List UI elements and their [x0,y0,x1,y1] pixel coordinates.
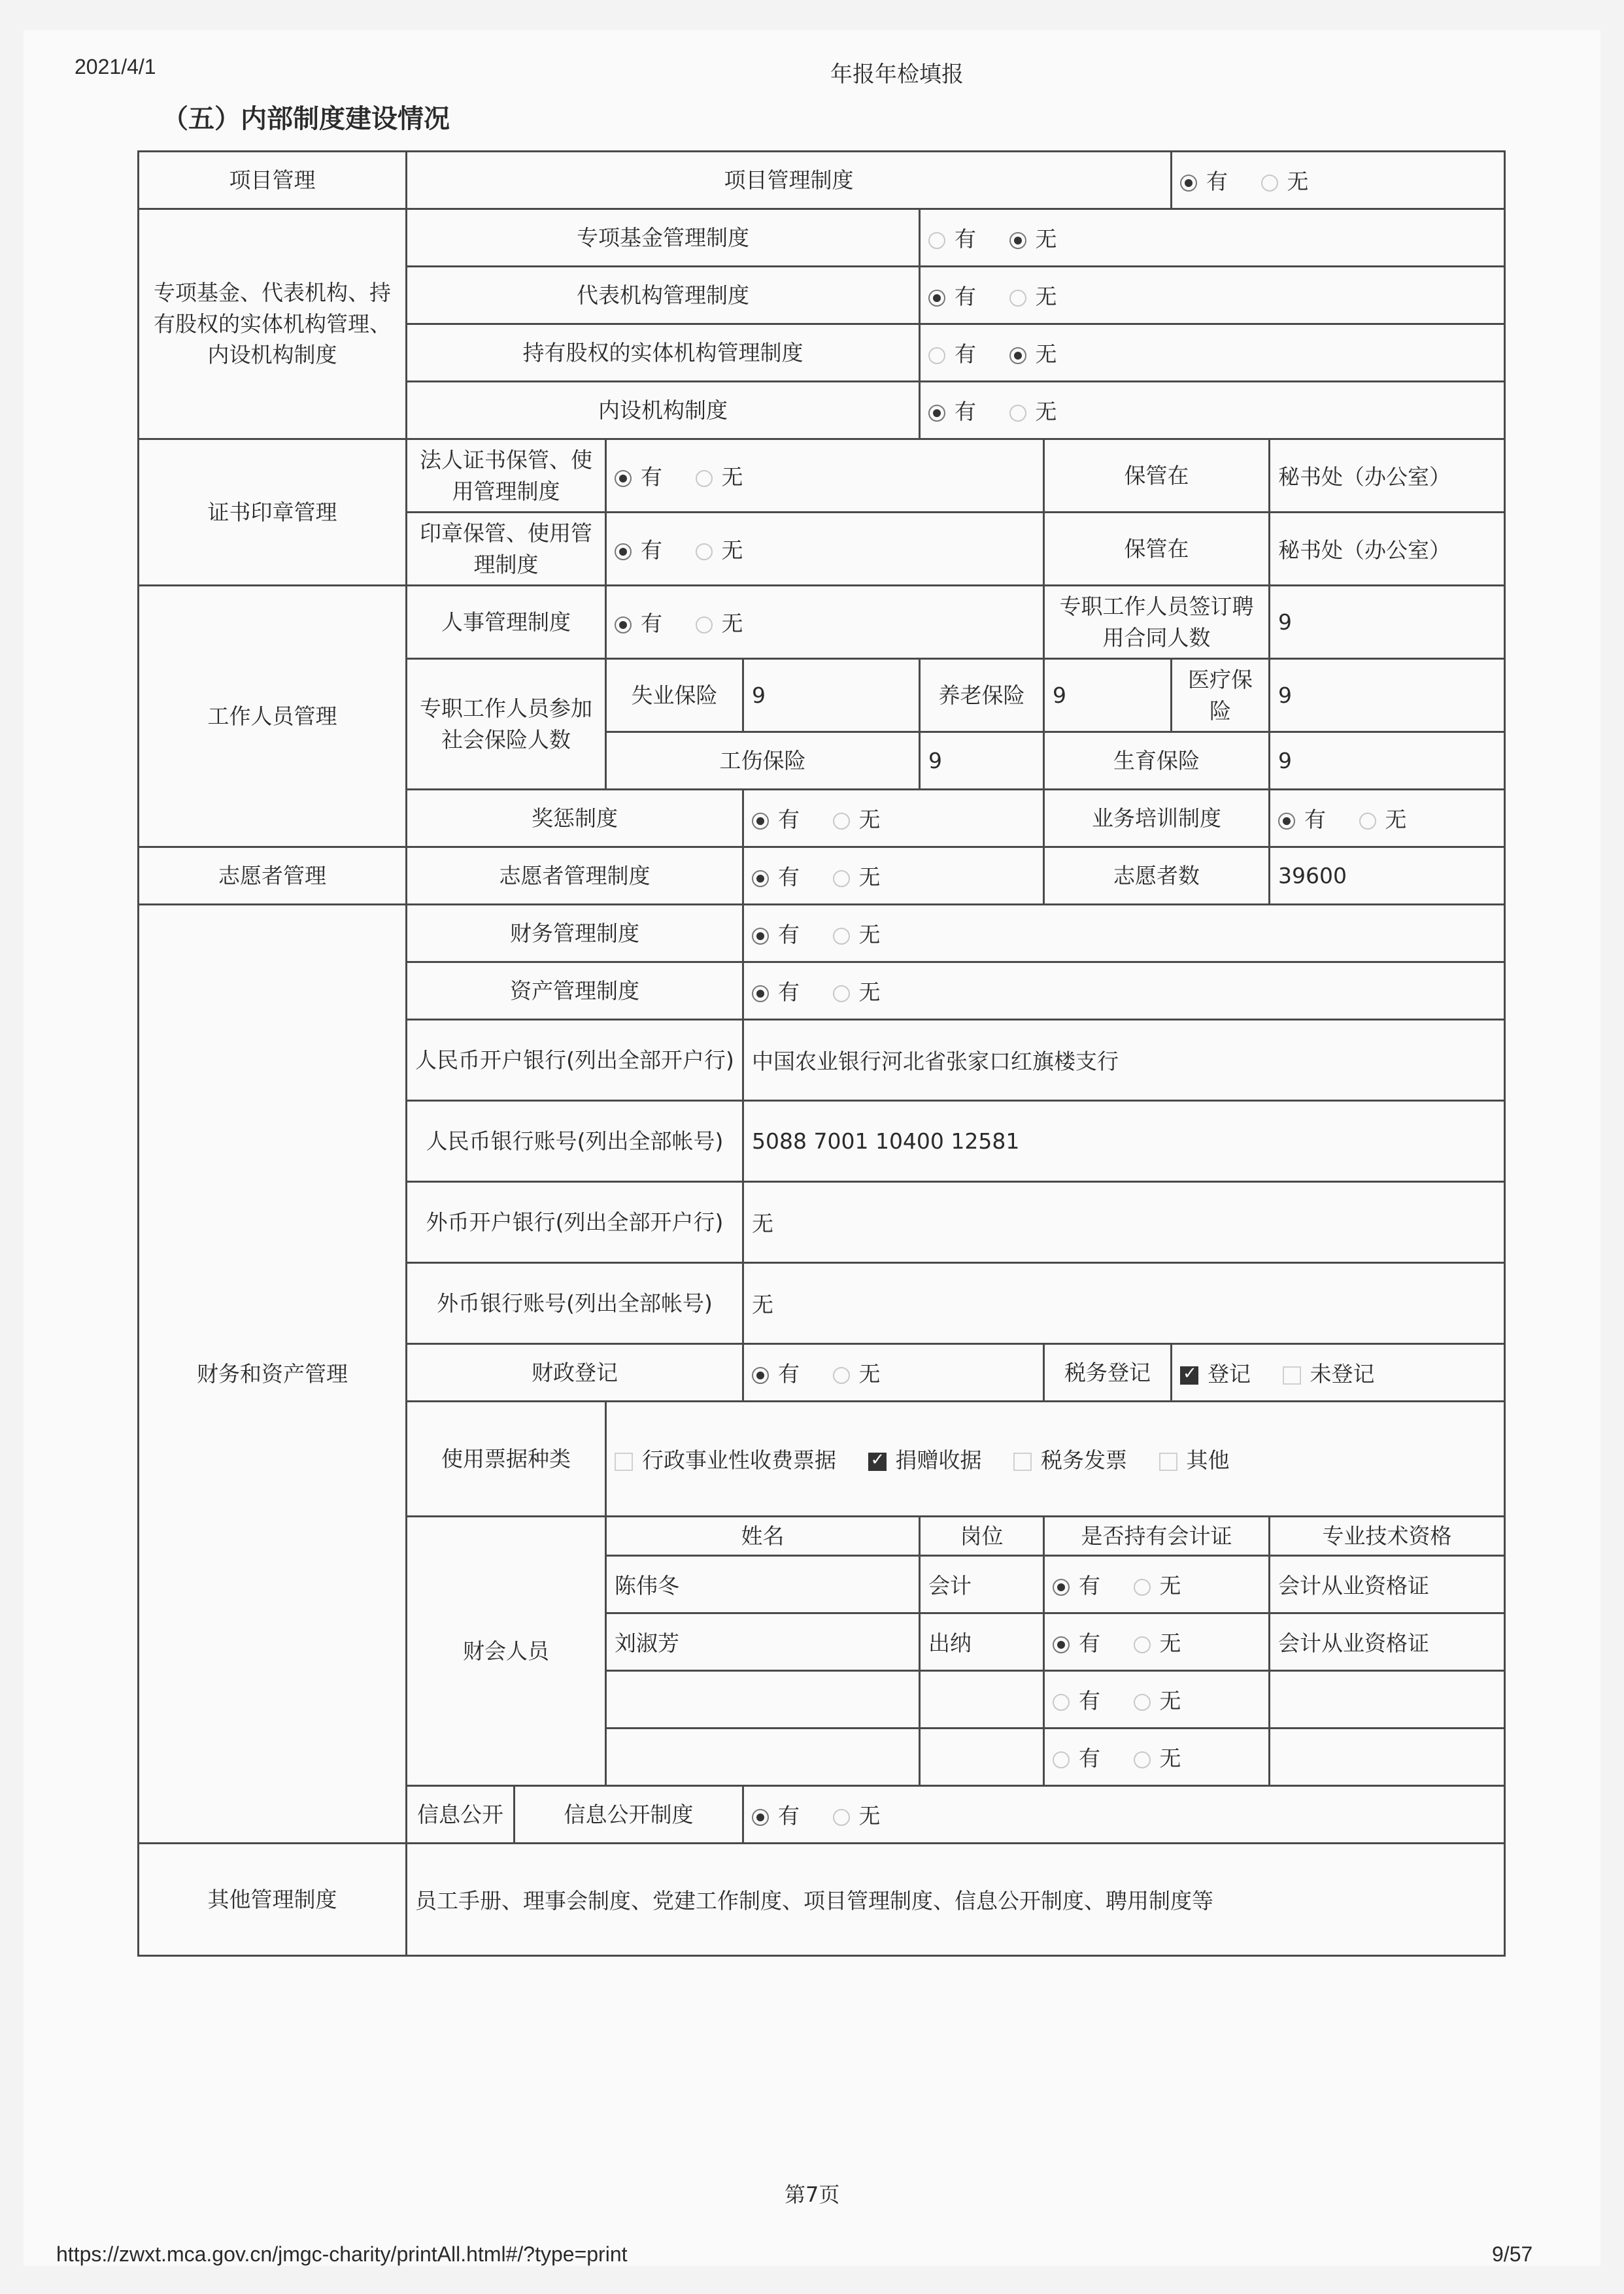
accounting-staff-label: 财会人员 [407,1517,606,1786]
radio-unchecked-icon [1009,405,1026,422]
seal-kept-value: 秘书处（办公室） [1270,513,1505,586]
yes-label: 有 [641,537,662,563]
no-option[interactable] [696,460,743,491]
yes-label: 有 [778,1361,800,1387]
radio-unchecked-icon [928,347,945,364]
radio-checked-icon [752,985,769,1002]
radio-unchecked-icon [696,543,713,560]
hr-system-radio [606,586,1044,659]
radio-unchecked-icon [833,870,850,887]
radio-checked-icon [928,290,945,307]
acct-header-qual: 专业技术资格 [1270,1517,1505,1556]
no-label: 无 [1385,807,1407,832]
seal-kept-label: 保管在 [1044,513,1270,586]
no-label: 无 [1035,341,1057,367]
acct-name-cell[interactable] [606,1671,920,1729]
yes-label: 有 [778,979,800,1005]
yes-option[interactable] [615,607,662,637]
certificate-system-radio [606,439,1044,513]
staff-category: 工作人员管理 [139,586,407,847]
acct-cert-radio [1044,1556,1270,1613]
yes-option[interactable] [1180,165,1228,195]
seal-system-radio [606,513,1044,586]
no-option[interactable] [1261,165,1309,195]
tax-unregistered-option[interactable] [1283,1357,1375,1388]
radio-unchecked-icon [833,1367,850,1384]
no-option[interactable] [833,803,881,834]
no-option[interactable] [1009,280,1057,311]
radio-checked-icon [752,928,769,945]
seal-system-label: 印章保管、使用管理制度 [407,513,606,586]
yes-option[interactable] [752,860,800,891]
disclosure-system-label: 信息公开制度 [515,1786,743,1844]
volunteer-system-label: 志愿者管理制度 [407,847,743,905]
no-label: 无 [721,611,743,636]
no-option[interactable] [696,607,743,637]
medical-label: 医疗保险 [1172,659,1270,732]
other-category: 其他管理制度 [139,1844,407,1956]
checkbox-unchecked-icon [1283,1366,1301,1385]
document-title: 年报年检填报 [830,61,964,88]
radio-checked-icon [1278,813,1295,830]
section-title: （五）内部制度建设情况 [162,104,450,134]
training-system-radio [1270,790,1505,847]
no-label: 无 [858,864,881,890]
no-label: 无 [1159,1630,1181,1656]
reward-system-radio [743,790,1044,847]
receipt-type-checkboxes [606,1402,1505,1517]
insured-count-label: 专职工作人员参加社会保险人数 [407,659,606,790]
no-label: 无 [858,1361,881,1387]
project-system-radio [1172,152,1505,209]
footer-url: https://zwxt.mca.gov.cn/jmgc-charity/printAll.html#/?type=print [56,2242,628,2266]
tax-registered-label: 登记 [1208,1361,1251,1387]
yes-option[interactable] [928,280,976,311]
yes-label: 有 [778,807,800,832]
yes-option[interactable] [615,460,662,491]
fiscal-reg-label: 财政登记 [407,1344,743,1402]
radio-unchecked-icon [1053,1751,1070,1768]
fx-bank-label: 外币开户银行(列出全部开户行) [407,1182,743,1263]
yes-option[interactable] [752,1357,800,1388]
radio-checked-icon [1009,347,1026,364]
acct-cert-radio [1044,1729,1270,1786]
yes-label: 有 [1079,1746,1100,1771]
acct-name-cell[interactable]: 刘淑芳 [606,1613,920,1671]
acct-post-cell[interactable] [920,1671,1044,1729]
acct-name-cell[interactable]: 陈伟冬 [606,1556,920,1613]
acct-header-post: 岗位 [920,1517,1044,1556]
acct-qual-cell[interactable]: 会计从业资格证 [1270,1613,1505,1671]
yes-option[interactable] [615,533,662,564]
checkbox-checked-icon [868,1453,887,1471]
yes-label: 有 [1079,1630,1100,1656]
yes-label: 有 [778,1803,800,1829]
receipt-donation-label: 捐赠收据 [895,1447,982,1473]
pension-label: 养老保险 [920,659,1044,732]
radio-unchecked-icon [833,985,850,1002]
receipt-tax-invoice-label: 税务发票 [1041,1447,1127,1473]
receipt-admin-fee-label: 行政事业性收费票据 [642,1447,836,1473]
volunteer-category: 志愿者管理 [139,847,407,905]
yes-label: 有 [955,226,976,252]
no-option[interactable] [1359,803,1407,834]
acct-qual-cell[interactable] [1270,1671,1505,1729]
yes-option[interactable] [752,975,800,1006]
tax-reg-checkboxes [1172,1344,1505,1402]
maternity-value: 9 [1270,732,1505,790]
equity-entity-system-label: 持有股权的实体机构管理制度 [407,324,920,382]
acct-post-cell[interactable] [920,1729,1044,1786]
radio-checked-icon [752,1809,769,1826]
no-label: 无 [1035,284,1057,309]
no-option[interactable] [833,1357,881,1388]
yes-option[interactable] [928,395,976,426]
radio-checked-icon [1009,232,1026,249]
print-date: 2021/4/1 [75,55,156,78]
rep-office-system-label: 代表机构管理制度 [407,267,920,324]
no-option[interactable] [1009,395,1057,426]
rmb-bank-textarea[interactable]: 中国农业银行河北省张家口红旗楼支行 [743,1020,1505,1101]
finance-system-label: 财务管理制度 [407,905,743,962]
radio-checked-icon [1053,1636,1070,1653]
receipt-other-label: 其他 [1186,1447,1230,1473]
contract-count-label: 专职工作人员签订聘用合同人数 [1044,586,1270,659]
fiscal-reg-radio [743,1344,1044,1402]
no-option[interactable] [1009,337,1057,368]
no-option[interactable] [1009,222,1057,253]
no-label: 无 [858,1803,881,1829]
receipt-tax-invoice-option[interactable] [1013,1443,1127,1474]
special-category: 专项基金、代表机构、持有股权的实体机构管理、内设机构制度 [139,209,407,439]
other-systems-textarea[interactable]: 员工手册、理事会制度、党建工作制度、项目管理制度、信息公开制度、聘用制度等 [407,1844,1505,1956]
radio-unchecked-icon [833,813,850,830]
yes-label: 有 [778,864,800,890]
unemployment-label: 失业保险 [606,659,743,732]
radio-checked-icon [752,870,769,887]
checkbox-checked-icon [1180,1366,1198,1385]
hr-system-label: 人事管理制度 [407,586,606,659]
finance-category: 财务和资产管理 [139,905,407,1844]
no-label: 无 [1159,1746,1181,1771]
checkbox-unchecked-icon [1013,1453,1032,1471]
no-label: 无 [1159,1688,1181,1713]
radio-checked-icon [752,1367,769,1384]
no-label: 无 [858,979,881,1005]
asset-system-label: 资产管理制度 [407,962,743,1020]
project-row [139,152,1505,209]
radio-unchecked-icon [1359,813,1376,830]
acct-header-name: 姓名 [606,1517,920,1556]
page-number: 第7页 [785,2182,840,2207]
checkbox-unchecked-icon [615,1453,633,1471]
yes-label: 有 [1304,807,1326,832]
checkbox-unchecked-icon [1159,1453,1177,1471]
yes-label: 有 [1079,1573,1100,1598]
yes-label: 有 [641,464,662,490]
no-option[interactable] [833,860,881,891]
radio-checked-icon [1053,1579,1070,1596]
radio-unchecked-icon [833,1809,850,1826]
pension-value: 9 [1044,659,1172,732]
radio-unchecked-icon [1134,1636,1151,1653]
acct-name-cell[interactable] [606,1729,920,1786]
no-option[interactable] [833,918,881,949]
fx-account-label: 外币银行账号(列出全部帐号) [407,1263,743,1344]
yes-option[interactable] [1053,1627,1100,1657]
internal-system-form [137,150,1506,1957]
yes-label: 有 [1206,169,1228,194]
radio-checked-icon [615,616,632,633]
radio-checked-icon [752,813,769,830]
no-option[interactable] [833,975,881,1006]
radio-checked-icon [615,470,632,487]
volunteer-system-radio [743,847,1044,905]
acct-cert-radio [1044,1613,1270,1671]
internal-dept-system-label: 内设机构制度 [407,382,920,439]
no-label: 无 [721,537,743,563]
equity-entity-system-radio [920,324,1505,382]
yes-label: 有 [641,611,662,636]
yes-label: 有 [955,341,976,367]
radio-unchecked-icon [1053,1694,1070,1711]
project-system-label: 项目管理制度 [407,152,1172,209]
certificate-kept-label: 保管在 [1044,439,1270,513]
maternity-label: 生育保险 [1044,732,1270,790]
no-option[interactable] [1134,1627,1181,1657]
no-label: 无 [1287,169,1309,194]
radio-unchecked-icon [833,928,850,945]
acct-post-cell[interactable]: 会计 [920,1556,1044,1613]
receipt-other-option[interactable] [1159,1443,1230,1474]
tax-reg-label: 税务登记 [1044,1344,1172,1402]
radio-checked-icon [928,405,945,422]
tax-unregistered-label: 未登记 [1310,1361,1375,1387]
disclosure-category: 信息公开 [407,1786,515,1844]
receipt-type-label: 使用票据种类 [407,1402,606,1517]
no-label: 无 [1035,399,1057,424]
project-category: 项目管理 [139,152,407,209]
radio-unchecked-icon [1009,290,1026,307]
yes-option[interactable] [752,1799,800,1830]
rmb-account-textarea[interactable]: 5088 7001 10400 12581 [743,1101,1505,1182]
tax-registered-option[interactable] [1180,1357,1251,1388]
training-system-label: 业务培训制度 [1044,790,1270,847]
radio-unchecked-icon [1134,1751,1151,1768]
radio-unchecked-icon [1134,1694,1151,1711]
yes-option[interactable] [928,222,976,253]
no-label: 无 [858,807,881,832]
yes-option[interactable] [928,337,976,368]
rmb-bank-label: 人民币开户银行(列出全部开户行) [407,1020,743,1101]
radio-unchecked-icon [928,232,945,249]
no-option[interactable] [696,533,743,564]
footer-page-count: 9/57 [1492,2242,1533,2266]
yes-label: 有 [955,399,976,424]
no-label: 无 [1159,1573,1181,1598]
fund-system-radio [920,209,1505,267]
no-label: 无 [858,922,881,947]
no-option[interactable] [1134,1742,1181,1772]
yes-option[interactable] [1053,1569,1100,1600]
disclosure-system-radio [743,1786,1505,1844]
rep-office-system-radio [920,267,1505,324]
receipt-admin-fee-option[interactable] [615,1443,836,1474]
contract-count-value: 9 [1270,586,1505,659]
no-option[interactable] [1134,1569,1181,1600]
radio-unchecked-icon [1261,175,1278,192]
reward-system-label: 奖惩制度 [407,790,743,847]
no-label: 无 [1035,226,1057,252]
fx-account-textarea[interactable]: 无 [743,1263,1505,1344]
asset-system-radio [743,962,1505,1020]
fx-bank-textarea[interactable]: 无 [743,1182,1505,1263]
yes-option[interactable] [1053,1684,1100,1715]
yes-option[interactable] [1053,1742,1100,1772]
yes-option[interactable] [1278,803,1326,834]
yes-label: 有 [778,922,800,947]
injury-label: 工伤保险 [606,732,920,790]
yes-option[interactable] [752,918,800,949]
certificate-system-label: 法人证书保管、使用管理制度 [407,439,606,513]
yes-option[interactable] [752,803,800,834]
finance-system-radio [743,905,1505,962]
fund-system-label: 专项基金管理制度 [407,209,920,267]
acct-qual-cell[interactable]: 会计从业资格证 [1270,1556,1505,1613]
no-label: 无 [721,464,743,490]
rmb-account-label: 人民币银行账号(列出全部帐号) [407,1101,743,1182]
acct-header-cert: 是否持有会计证 [1044,1517,1270,1556]
injury-value: 9 [920,732,1044,790]
acct-post-cell[interactable]: 出纳 [920,1613,1044,1671]
no-option[interactable] [833,1799,881,1830]
radio-unchecked-icon [696,616,713,633]
yes-label: 有 [1079,1688,1100,1713]
radio-checked-icon [1180,175,1197,192]
volunteer-count-value: 39600 [1270,847,1505,905]
acct-cert-radio [1044,1671,1270,1729]
radio-unchecked-icon [1134,1579,1151,1596]
receipt-donation-option[interactable] [868,1443,982,1474]
acct-qual-cell[interactable] [1270,1729,1505,1786]
certificate-kept-value: 秘书处（办公室） [1270,439,1505,513]
yes-label: 有 [955,284,976,309]
radio-unchecked-icon [696,470,713,487]
medical-value: 9 [1270,659,1505,732]
no-option[interactable] [1134,1684,1181,1715]
volunteer-count-label: 志愿者数 [1044,847,1270,905]
unemployment-value: 9 [743,659,920,732]
seal-category: 证书印章管理 [139,439,407,586]
internal-dept-system-radio [920,382,1505,439]
radio-checked-icon [615,543,632,560]
